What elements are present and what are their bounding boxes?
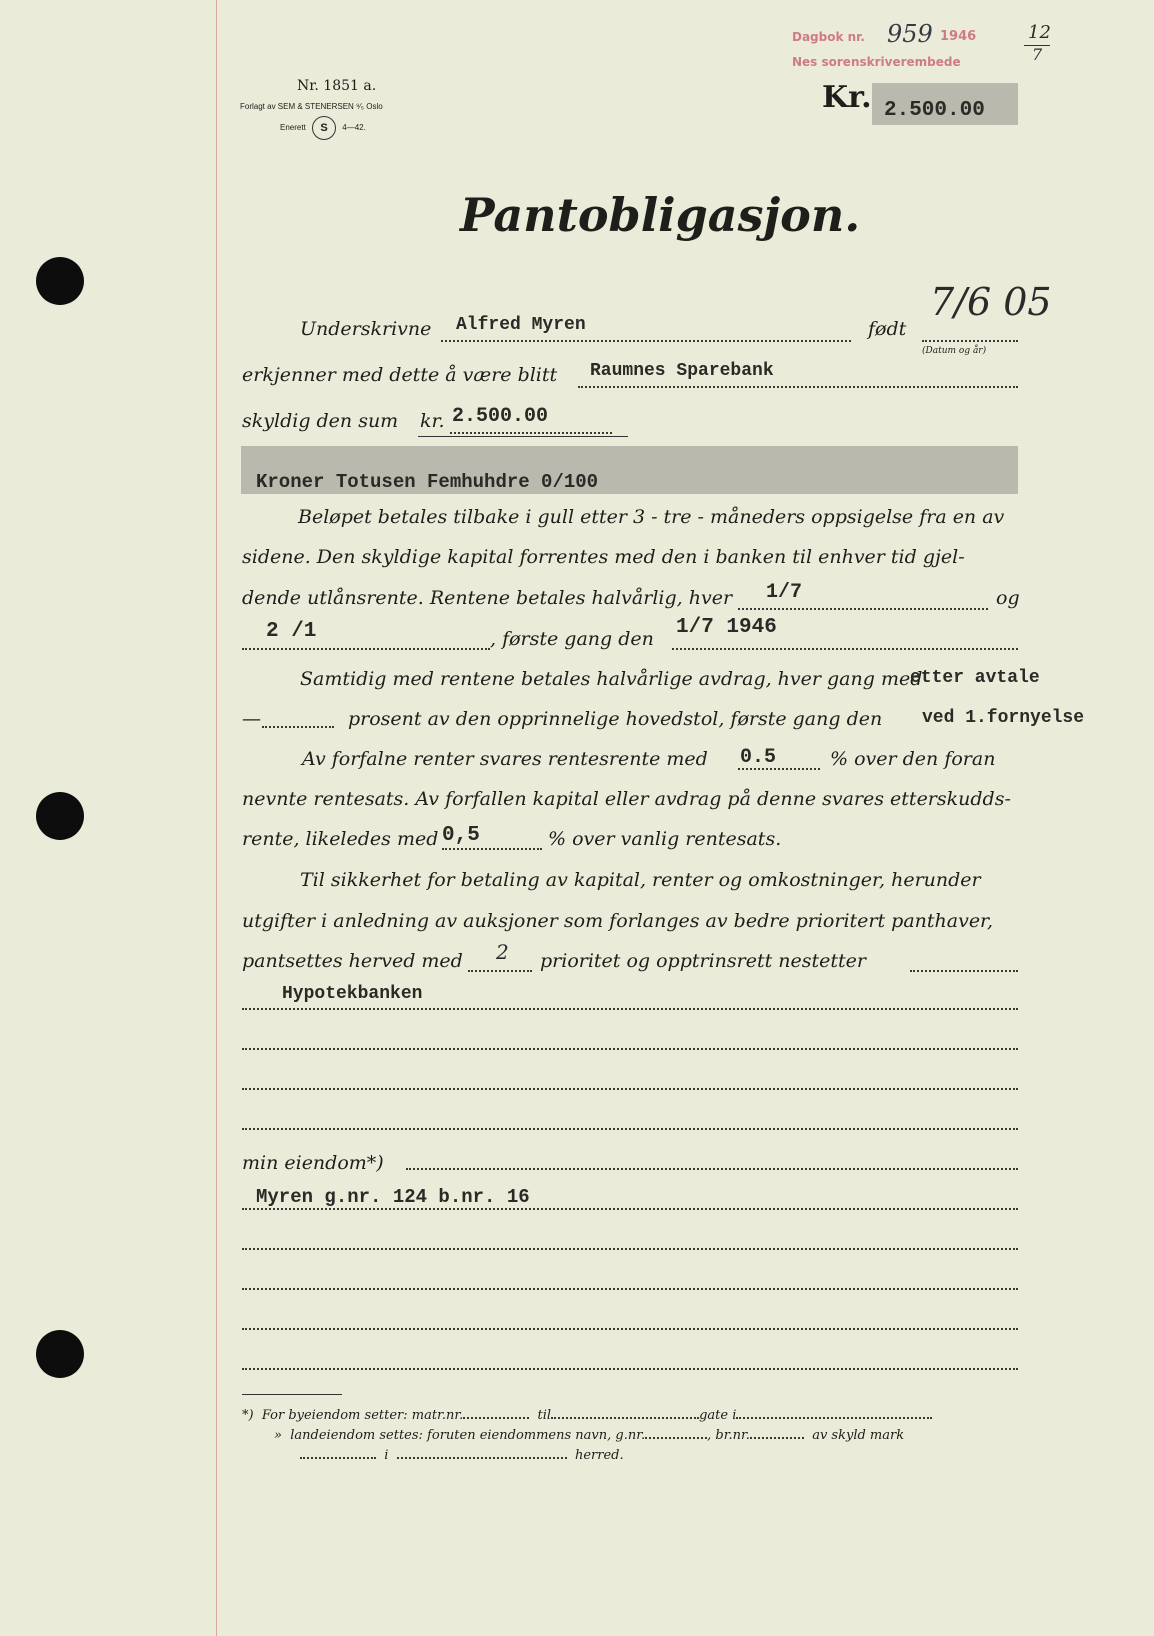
footnote-line1 bbox=[242, 1408, 932, 1423]
footnote-line2 bbox=[274, 1428, 904, 1443]
footnote-dots bbox=[750, 1437, 804, 1439]
debtor-label: Underskrivne bbox=[300, 318, 432, 340]
security-line1: Til sikkerhet for betaling av kapital, renter og omkostninger, herunder bbox=[300, 869, 981, 891]
interest-date1-dots bbox=[738, 608, 988, 610]
sum-label: skyldig den sum bbox=[242, 410, 399, 432]
security-line2: utgifter i anledning av auksjoner som forlanges av bedre prioritert panthaver, bbox=[242, 910, 994, 932]
debtor-dots bbox=[441, 340, 851, 342]
amount-value: 2.500.00 bbox=[884, 99, 985, 122]
sum-dots bbox=[450, 432, 612, 434]
property-label: min eiendom*) bbox=[242, 1152, 384, 1174]
sum-in-words: Kroner Totusen Femhuhdre 0/100 bbox=[256, 471, 599, 493]
blank-line bbox=[242, 1368, 1018, 1370]
form-number: Nr. 1851 a. bbox=[297, 78, 377, 94]
installment-dash-dots bbox=[262, 726, 334, 728]
amount-label: Kr. bbox=[822, 80, 872, 115]
publisher-logo-icon: S bbox=[312, 116, 336, 140]
stamp-year: 1946 bbox=[940, 29, 977, 44]
prior-holder: Hypotekbanken bbox=[282, 984, 423, 1004]
installment-value: etter avtale bbox=[910, 668, 1040, 688]
late-value2: 0,5 bbox=[442, 824, 480, 847]
interest-date2: 2 /1 bbox=[266, 620, 317, 643]
born-date: 7/6 05 bbox=[930, 280, 1052, 324]
interest-date2-dots bbox=[242, 648, 490, 650]
footnote-line2c: av skyld mark bbox=[812, 1428, 905, 1443]
creditor-label: erkjenner med dette å være blitt bbox=[242, 364, 558, 386]
stamp-label: Dagbok nr. bbox=[792, 30, 865, 44]
margin-line bbox=[216, 0, 217, 1636]
property-value: Myren g.nr. 124 b.nr. 16 bbox=[256, 1186, 530, 1208]
late-interest-text3: rente, likeledes med bbox=[242, 828, 439, 850]
publisher-date: 4—42. bbox=[342, 123, 366, 133]
blank-line bbox=[242, 1088, 1018, 1090]
debtor-name: Alfred Myren bbox=[456, 315, 586, 335]
footnote-mark2: » bbox=[274, 1428, 282, 1443]
installment-text: Samtidig med rentene betales halvårlige avdrag, hver gang med bbox=[300, 668, 923, 690]
footnote-mark1: *) bbox=[242, 1408, 254, 1423]
property-dots bbox=[242, 1208, 1018, 1210]
security-line3: pantsettes herved med bbox=[242, 950, 463, 972]
footnote-rule bbox=[242, 1394, 342, 1395]
publisher-rights: Enerett bbox=[280, 123, 306, 133]
sum-prefix: kr. bbox=[420, 410, 445, 432]
security-line3-end-dots bbox=[910, 970, 1018, 972]
footnote-line1c: gate i bbox=[699, 1408, 737, 1423]
creditor-dots bbox=[578, 386, 1018, 388]
publisher-name: Forlagt av SEM & STENERSEN ⁹⁄₅ Oslo bbox=[240, 102, 383, 111]
footnote-dots bbox=[736, 1417, 932, 1419]
sum-underline bbox=[418, 436, 628, 437]
footnote-dots bbox=[397, 1457, 567, 1459]
footnote-line3a: i bbox=[384, 1448, 389, 1463]
blank-line bbox=[242, 1128, 1018, 1130]
sum-value: 2.500.00 bbox=[452, 405, 549, 428]
born-dots bbox=[922, 340, 1018, 342]
blank-line bbox=[242, 1048, 1018, 1050]
blank-line bbox=[242, 1248, 1018, 1250]
priority-value: 2 bbox=[496, 940, 509, 964]
born-label: født bbox=[868, 318, 907, 340]
punch-hole bbox=[36, 257, 84, 305]
punch-hole bbox=[36, 1330, 84, 1378]
footnote-dots bbox=[645, 1437, 707, 1439]
security-line3b: prioritet og opptrinsrett nestetter bbox=[540, 950, 867, 972]
stamp-month: 7 bbox=[1032, 45, 1043, 64]
footnote-line3b: herred. bbox=[574, 1448, 624, 1463]
installment-dash: — bbox=[242, 708, 261, 730]
first-payment-date: 1/7 1946 bbox=[676, 616, 777, 639]
late-value2-dots bbox=[442, 848, 542, 850]
footnote-line1b: til bbox=[537, 1408, 552, 1423]
first-date-dots bbox=[672, 648, 1018, 650]
late-interest-text3b: % over vanlig rentesats. bbox=[548, 828, 782, 850]
document-title: Pantobligasjon. bbox=[460, 188, 861, 242]
punch-hole bbox=[36, 792, 84, 840]
publisher-line bbox=[240, 102, 383, 111]
footnote-line1a: For byeiendom setter: matr.nr. bbox=[261, 1408, 464, 1423]
terms-line2: sidene. Den skyldige kapital forrentes med den i banken til enhver tid gjel- bbox=[242, 546, 965, 568]
creditor-name: Raumnes Sparebank bbox=[590, 361, 774, 381]
interest-date1: 1/7 bbox=[766, 581, 803, 604]
footnote-line2b: , br.nr. bbox=[707, 1428, 750, 1443]
blank-line bbox=[242, 1328, 1018, 1330]
og-label: og bbox=[996, 587, 1020, 609]
stamp-day: 12 bbox=[1028, 22, 1051, 43]
percent-text: prosent av den opprinnelige hovedstol, første gang den bbox=[348, 708, 883, 730]
terms-line3: dende utlånsrente. Rentene betales halvårlig, hver bbox=[242, 587, 733, 609]
late-interest-text2: nevnte rentesats. Av forfallen kapital eller avdrag på denne svares etterskudds- bbox=[242, 788, 1011, 810]
first-payment-label: , første gang den bbox=[490, 628, 654, 650]
publisher-rights-line bbox=[280, 116, 366, 140]
footnote-line2a: landeiendom settes: foruten eiendommens navn, g.nr. bbox=[290, 1428, 646, 1443]
late-interest-text1: Av forfalne renter svares rentesrente med bbox=[302, 748, 708, 770]
born-hint: (Datum og år) bbox=[922, 346, 987, 356]
footnote-dots bbox=[551, 1417, 699, 1419]
footnote-dots bbox=[300, 1457, 376, 1459]
late-value1: 0.5 bbox=[740, 746, 777, 769]
footnote-line3 bbox=[300, 1448, 624, 1463]
property-label-dots bbox=[406, 1168, 1018, 1170]
register-stamp-line1 bbox=[792, 30, 865, 44]
priority-dots bbox=[468, 970, 532, 972]
stamp-number: 959 bbox=[887, 20, 933, 48]
prior-holder-dots bbox=[242, 1008, 1018, 1010]
terms-line1: Beløpet betales tilbake i gull etter 3 - tre - måneders oppsigelse fra en av bbox=[298, 506, 1005, 528]
late-interest-text1b: % over den foran bbox=[830, 748, 996, 770]
blank-line bbox=[242, 1288, 1018, 1290]
percent-value: ved 1.fornyelse bbox=[922, 708, 1085, 728]
register-stamp-line2: Nes sorenskriverembede bbox=[792, 55, 961, 69]
footnote-dots bbox=[463, 1417, 529, 1419]
